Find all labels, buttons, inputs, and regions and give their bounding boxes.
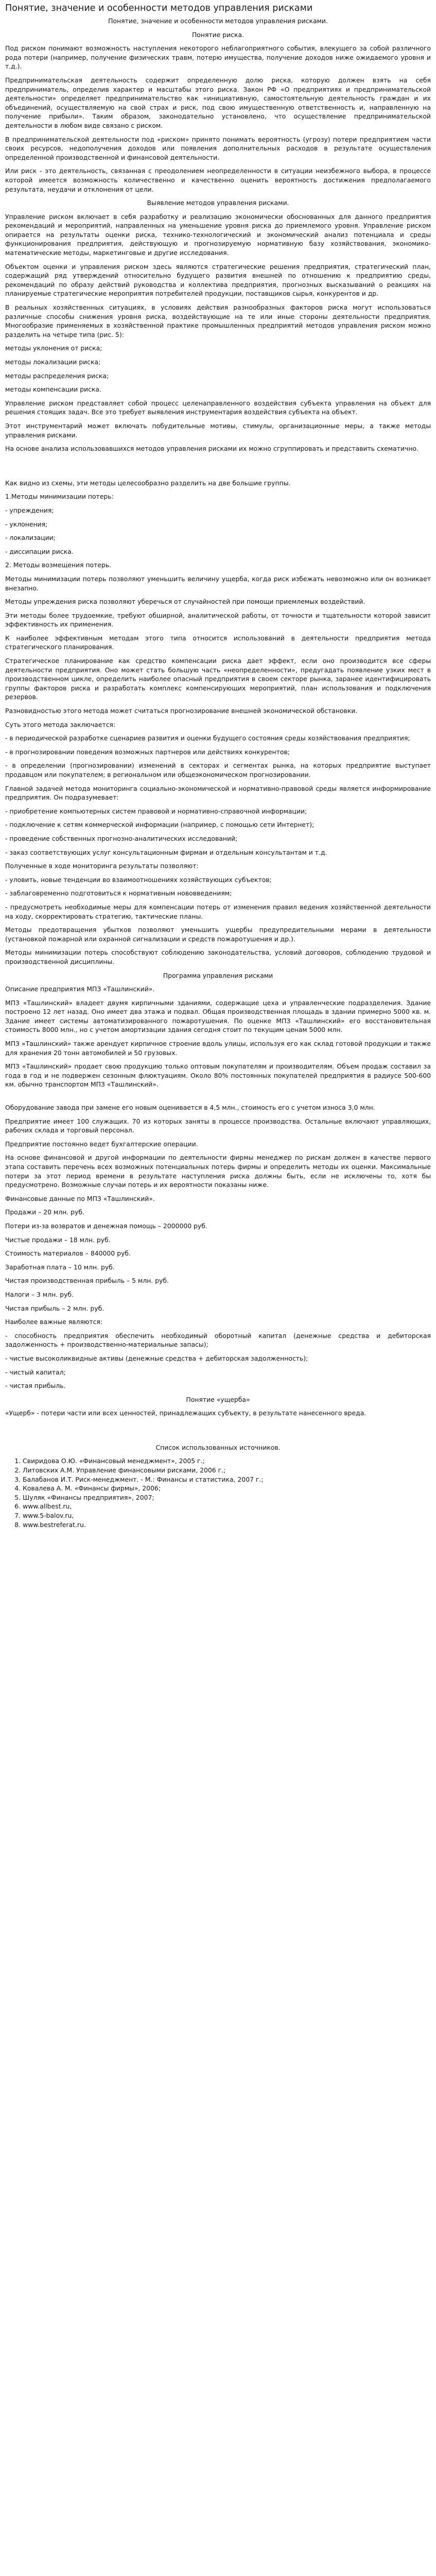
paragraph: Управление риском включает в себя разработку и реализацию экономически обоснованных для данного предприятия рекомендаций и мероприятий, направленных на уменьшение уровня риска до приемлемого уровня. Управление риском опирается на результаты оценки риска, технико-технологический и экономический анализ потенциала и среды функционирования предприятия, действующую и прогнозируемую нормативную базу хозяйствования, экономико-математические методы, маркетинговые и другие исследования. xyxy=(5,212,431,257)
reference-item: 2. Литовских А.М. Управление финансовыми рисками, 2006 г.; xyxy=(23,1466,431,1475)
paragraph: Предприятие имеет 100 служащих. 70 из которых заняты в процессе производства. Остальные включают управляющих, рабочих склада и торговый персонал. xyxy=(5,1117,431,1134)
financial-item: Чистая прибыль – 2 млн. руб. xyxy=(5,1304,104,1312)
list-item: - локализации; xyxy=(5,534,56,542)
reference-item: 3. Балабанов И.Т. Риск-менеджмент. - М.: Финансы и статистика, 2007 г.; xyxy=(23,1475,431,1484)
paragraph: - уловить, новые тенденции во взаимоотношениях хозяйствующих субъектов; xyxy=(5,875,272,884)
reference-link[interactable]: 7. www.5-balov.ru, xyxy=(23,1511,431,1520)
paragraph: Предпринимательская деятельность содержит определенную долю риска, которую должен взять на себя предприниматель, определив характер и масштабы этого риска. Закон РФ «О предприятиях и предпринимательской деятельности» определяет предпринимательство как «инициативную, самостоятельную деятельность граждан и их объединений, осуществляемую на свой страх и риск, под свою имущественную ответственность и, направленную на получение прибыли». Таким образом, законодательно установлено, что осуществление предпринимательской деятельности в любом виде связано с риском. xyxy=(5,76,431,129)
figure-space xyxy=(5,458,431,479)
paragraph: На основе анализа использовавшихся методов управления рисками их можно сгруппировать и представить схематично. xyxy=(5,445,418,453)
paragraph: - в прогнозировании поведения возможных партнеров или действиях конкурентов; xyxy=(5,748,290,756)
document-subtitle: Понятие, значение и особенности методов управления рисками. xyxy=(108,17,328,25)
paragraph: Этот инструментарий может включать побудительные мотивы, стимулы, организационные меры, а также методы управления рисками. xyxy=(5,421,431,439)
financial-item: Продажи – 20 млн. руб. xyxy=(5,1208,84,1216)
paragraph: Управление риском представляет собой процесс целенаправленного воздействия субъекта управления на объект для решения стоящих задач. Все это требует выявления инструментария воздействия субъекта на объект. xyxy=(5,399,431,416)
paragraph: Эти методы более трудоемкие, требуют обширной, аналитической работы, от точности и тщательности которой зависит эффективность их применения. xyxy=(5,611,431,629)
reference-link[interactable]: 8. www.bestreferat.ru. xyxy=(23,1520,431,1530)
list-item: - диссипации риска. xyxy=(5,547,74,555)
financial-item: Чистая производственная прибыль – 5 млн. руб. xyxy=(5,1277,169,1285)
paragraph: - заказ соответствующих услуг консультационным фирмам и отдельным консультантам и т.д. xyxy=(5,848,327,856)
paragraph: Главной задачей метода мониторинга социально-экономической и нормативно-правовой среды является информирование предприятия. Он подразумевает: xyxy=(5,784,431,802)
paragraph: - чистые высоколиквидные активы (денежные средства + дебиторская задолженность); xyxy=(5,1354,308,1362)
paragraph: Методы предотвращения убытков позволяют уменьшить ущербы предупредительными мерами в деятельности (установкой пожарной или охранной сигнализации и средств пожаротушения и др.). xyxy=(5,926,431,943)
section-heading-program: Программа управления рисками xyxy=(163,971,273,979)
paragraph: «Ущерб» - потери части или всех ценностей, принадлежащих субъекту, в результате нанесенного вреда. xyxy=(5,1409,367,1417)
paragraph: Оборудование завода при замене его новым оценивается в 4,5 млн., стоимость его с учетом износа 3,0 млн. xyxy=(5,1104,375,1112)
document-page xyxy=(5,0,431,1539)
financial-item: Налоги – 3 млн. руб. xyxy=(5,1290,74,1298)
reference-item: 4. Ковалева А. М. «Финансы фирмы», 2006; xyxy=(23,1484,431,1493)
paragraph: МПЗ «Ташлинский» продает свою продукцию только оптовым покупателям и производителям. Объем продаж составил за года в год и не подвержен сезонным флюктуациям. Около 80% постоянных покупателей предприятия в радиусе 500-600 км. обычно транспортом МПЗ «Ташлинский». xyxy=(5,1062,431,1089)
paragraph: - подключение к сетям коммерческой информации (например, с помощью сети Интернет); xyxy=(5,821,315,829)
page-title: Понятие, значение и особенности методов управления рисками xyxy=(5,3,313,13)
paragraph: На основе финансовой и другой информации по деятельности фирмы менеджер по рискам должен в качестве первого этапа составить перечень всех возможных потенциальных потерь фирмы и определить методы их оценки. Максимальные потери за этот период времени в результате наступления риска должны быть, если не исключены то, хотя бы предусмотрено. Возможные случаи потерь и их вероятности показаны ниже. xyxy=(5,1154,431,1189)
paragraph: К наиболее эффективным методам этого типа относится использований в деятельности предприятия метода стратегического планирования. xyxy=(5,634,431,651)
list-heading: 2. Методы возмещения потерь. xyxy=(5,561,112,569)
paragraph: Суть этого метода заключается: xyxy=(5,720,116,728)
financial-item: Потери из-за возвратов и денежная помощь – 2000000 руб. xyxy=(5,1222,207,1230)
reference-item: 5. Шуляк «Финансы предприятия», 2007; xyxy=(23,1493,431,1502)
section-heading-damage: Понятие «ущерба» xyxy=(186,1395,250,1403)
paragraph: - заблаговременно подготовиться к нормативным нововведениям; xyxy=(5,889,232,897)
list-heading: 1.Методы минимизации потерь: xyxy=(5,493,114,501)
paragraph: В реальных хозяйственных ситуациях, в условиях действия разнообразных факторов риска могут использоваться различные способы снижения уровня риска, воздействующие на те или иные стороны деятельности предприятия. Многообразие применяемых в хозяйственной практике промышленных предприятий методов управления риском можно разделить на четыре типа (рис. 5): xyxy=(5,303,431,338)
spacer xyxy=(5,1422,431,1443)
list-heading: Финансовые данные по МПЗ «Ташлинский». xyxy=(5,1194,155,1202)
paragraph: Методы упреждения риска позволяют уберечься от случайностей при помощи приемлемых воздействий. xyxy=(5,598,365,606)
reference-link[interactable]: 6. www.allbest.ru, xyxy=(23,1502,431,1511)
paragraph: Методы минимизации потерь позволяют уменьшить величину ущерба, когда риск избежать невозможно или он возникает внезапно. xyxy=(5,574,431,592)
paragraph: Под риском понимают возможность наступления некоторого неблагоприятного события, влекущего за собой различного рода потери (например, получение физических травм, потерю имущества, получение доходов ниже ожидаемого уровня и т.д.). xyxy=(5,44,431,71)
paragraph: - чистый капитал; xyxy=(5,1368,66,1376)
paragraph: - приобретение компьютерных систем правовой и нормативно-справочной информации; xyxy=(5,807,307,815)
paragraph: Стратегическое планирование как средство компенсации риска дает эффект, если оно производится все сферы деятельности предприятия. Оно может стать большую часть «неопределенности», предугадать появление узких мест в производственном цикле, определить наиболее опасный предприятия в своем секторе рынка, заранее идентифицировать группы факторов риска и разработать комплекс компенсирующих мероприятий, план использования и подключения резервов. xyxy=(5,657,431,701)
reference-item: 1. Свиридова О.Ю. «Финансовый менеджмент», 2005 г.; xyxy=(23,1456,431,1466)
references-heading: Список использованных источников. xyxy=(155,1443,281,1451)
financial-item: Стоимость материалов – 840000 руб. xyxy=(5,1249,131,1258)
paragraph: Объектом оценки и управления риском здесь являются стратегические решения предприятия, стратегический план, содержащий ряд утверждений относительно будущего развития внешней по отношению к предприятию среды, рекомендаций по образу действий руководства и коллектива предприятия, прогнозных высказываний о реакциях на планируемые стратегические мероприятия потребителей продукции, поставщиков сырья, конкурентов и др. xyxy=(5,262,431,298)
paragraph: Методы минимизации потерь способствуют соблюдению законодательства, условий договоров, соблюдению трудовой и производственной дисциплины. xyxy=(5,948,431,965)
list-item: методы распределения риска; xyxy=(5,371,109,380)
list-item: методы уклонения от риска; xyxy=(5,344,102,352)
paragraph: - чистая прибыль. xyxy=(5,1382,66,1390)
paragraph: - способность предприятия обеспечить необходимый оборотный капитал (денежные средства и дебиторская задолженность + производственно-материальные запасы); xyxy=(5,1331,431,1349)
paragraph: Предприятие постоянно ведет бухгалтерские операции. xyxy=(5,1140,198,1148)
references-list xyxy=(5,1456,431,1529)
paragraph: Наиболее важные являются: xyxy=(5,1318,103,1326)
list-item: методы компенсации риска. xyxy=(5,385,101,394)
paragraph: - в периодической разработке сценариев развития и оценки будущего состояния среды хозяйствования предприятия; xyxy=(5,734,410,742)
list-item: - упреждения; xyxy=(5,506,54,514)
section-heading-risk-methods: Выявление методов управления рисками. xyxy=(147,199,289,207)
spacer xyxy=(5,1094,431,1103)
paragraph: Как видно из схемы, эти методы целесообразно разделить на две большие группы. xyxy=(5,479,291,487)
financial-item: Чистые продажи – 18 млн. руб. xyxy=(5,1235,111,1244)
paragraph: Полученные в ходе мониторинга результаты позволяют: xyxy=(5,862,199,870)
paragraph: - предусмотреть необходимые меры для компенсации потерь от изменения правил ведения хозяйственной деятельности на ходу, скорректировать стратегию, тактические планы. xyxy=(5,903,431,920)
paragraph: - проведение собственных прогнозно-аналитических исследований; xyxy=(5,834,238,842)
section-heading-risk-concept: Понятие риска. xyxy=(191,30,245,39)
paragraph: МПЗ «Ташлинский» владеет двумя кирпичными зданиями, содержащие цеха и управленческие подразделения. Здание построено 12 лет назад. Оно имеет два этажа и подвал. Общая производственная площадь в здании примерно 5000 кв. м. Здание имеет системы автоматизированного пожаротушения. По оценке МПЗ «Ташлинский» его восстановительная стоимость 8000 млн., но с учетом амортизации здания сегодня стоит по текущим ценам 5000 млн. xyxy=(5,998,431,1034)
list-item: - уклонения; xyxy=(5,520,48,528)
paragraph: МПЗ «Ташлинский» также арендует кирпичное строение вдоль улицы, используя его как склад готовой продукции и также для хранения 20 тонн автомобилей и 50 грузовых. xyxy=(5,1040,431,1057)
list-item: методы локализации риска; xyxy=(5,358,101,366)
financial-item: Заработная плата – 10 млн. руб. xyxy=(5,1263,115,1271)
paragraph: - в определении (прогнозировании) изменений в секторах и сегментах рынка, на которых предприятие выступает продавцом или покупателем; в региональном или общеэкономическом прогнозировании. xyxy=(5,761,431,778)
paragraph: Разновидностью этого метода может считаться прогнозирование внешней экономической обстановки. xyxy=(5,707,358,715)
paragraph: В предпринимательской деятельности под «риском» принято понимать вероятность (угрозу) потери предприятием части своих ресурсов, недополучения доходов или появления дополнительных расходов в результате осуществления определенной производственной и финансовой деятельности. xyxy=(5,135,431,161)
paragraph: Или риск - это деятельность, связанная с преодолением неопределенности в ситуации неизбежного выбора, в процессе которой имеется возможность количественно и качественно оценить вероятность достижения предполагаемого результата, неудачи и отклонения от цели. xyxy=(5,167,431,193)
paragraph: Описание предприятия МПЗ «Ташлинский». xyxy=(5,985,155,993)
